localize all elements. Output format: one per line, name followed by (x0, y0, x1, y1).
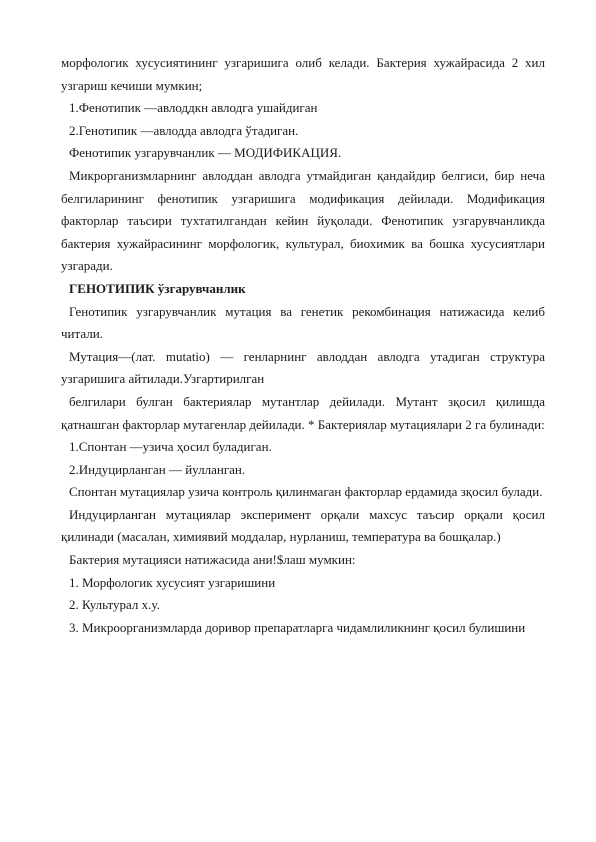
paragraph-intro: морфологик хусусиятининг узгаришига олиб келади. Бактерия хужайрасида 2 хил узгариш кечиши мумкин; (61, 55, 545, 93)
paragraph-genotypic: Генотипик узгарувчанлик мутация ва генетик рекомбинация натижасида келиб читали. (61, 303, 545, 342)
list-item-genotypic: 2.Генотипик —авлодда авлодга ўтадиган. (69, 122, 299, 138)
paragraph-mutants: белгилари булган бактериялар мутантлар дейилади. Мутант зқосил қилишда қатнашган факторлар мутагенлар дейилади. * Бактериялар мутациялари 2 га булинади: (61, 393, 545, 432)
paragraph-induced: Индуцирланган мутациялар эксперимент орқали махсус таъсир орқали қосил қилинади (масалан, химиявий моддалар, нурланиш, температура ва бошқалар.) (61, 506, 545, 545)
paragraph-modification-heading: Фенотипик узгарувчанлик — МОДИФИКАЦИЯ. (69, 145, 342, 161)
list-item-phenotypic: 1.Фенотипик —авлоддкн авлодга ушайдиган (69, 100, 318, 116)
section-heading-genotypic: ГЕНОТИПИК ўзгарувчанлик (69, 280, 246, 296)
list-item-morphological: 1. Морфологик хусусият узгаришини (69, 574, 276, 590)
paragraph-spontaneous: Спонтан мутациялар узича контроль қилинмаган факторлар ердамида зқосил булади. (69, 484, 543, 500)
document-page (61, 52, 545, 639)
list-item-drug-resistance: 3. Микроорганизмларда доривор препаратларга чидамлиликнинг қосил булишини (69, 619, 526, 635)
list-item-spontaneous: 1.Спонтан —узича ҳосил буладиган. (69, 439, 272, 455)
paragraph-mutation-results: Бактерия мутацияси натижасида ани!$лаш мумкин: (69, 552, 356, 568)
list-item-cultural: 2. Культурал х.у. (69, 597, 160, 613)
paragraph-mutation: Мутация—(лат. mutatio) — генларнинг авлоддан авлодга утадиган структура узгаришига айтилади.Узгартирилган (61, 348, 545, 387)
paragraph-modification: Микрорганизмларнинг авлоддан авлодга утмайдиган қандайдир белгиси, бир неча белгиларининг фенотипик узгаришига модификация дейилади. Модификация факторлар таъсири тухтатилгандан кейин йуқолади. Фенотипик узгарувчанликда бактерия хужайрасининг морфологик, культурал, биохимик ва бошка хусусиятлари узгаради. (61, 167, 545, 274)
list-item-induced: 2.Индуцирланган — йулланган. (69, 461, 246, 477)
